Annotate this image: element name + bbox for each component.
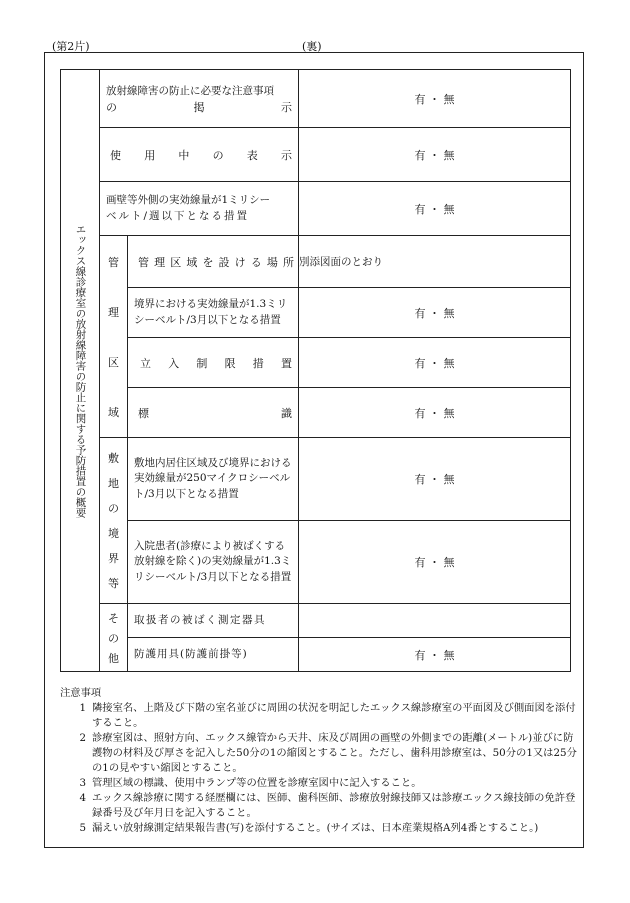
sign-label: 標 識 <box>128 388 299 438</box>
wall-value: 有 ・ 無 <box>299 182 571 236</box>
main-vertical-label: エックス線診療室の放射線障害の防止に関する予防措置の概要 <box>74 223 87 518</box>
notes-title: 注意事項 <box>60 687 102 699</box>
note-item: 2 診療室図は、照射方向、エックス線管から天井、床及び周囲の画壁の外側までの距離(メートル)並びに防護物の材料及び厚さを記入した50分の1の縮図とすること。ただし、歯科用診療室は、50分の1又は25分の1の見やすい縮図とすること。 <box>79 732 577 774</box>
precaution-table <box>60 69 571 672</box>
note-item: 4 エックス線診療に関する経歴欄には、医師、歯科医師、診療放射線技師又は診療エックス線技師の免許登録番号及び年月日を記入すること。 <box>79 792 576 819</box>
inpatient-value: 有 ・ 無 <box>299 521 571 604</box>
side-label: (裏) <box>302 40 322 53</box>
inpatient-label: 入院患者(診療により被ばくする放射線を除く)の実効線量が1.3ミリシーベルト/3月以下となる措置 <box>128 521 299 604</box>
dosimeter-label: 取扱者の被ばく測定器具 <box>128 604 299 638</box>
in-use-label: 使 用 中 の 表 示 <box>100 128 299 182</box>
wall-label: 画壁等外側の実効線量が1ミリシー ベルト/週以下となる措置 <box>100 182 299 236</box>
shikichi-group-label: 敷 地 の 境 界 等 <box>100 438 128 604</box>
dosimeter-value <box>299 604 571 638</box>
in-use-value: 有 ・ 無 <box>299 128 571 182</box>
note-item: 1 隣接室名、上階及び下階の室名並びに周囲の状況を明記したエックス線診療室の平面図及び側面図を添付すること。 <box>79 702 576 729</box>
notice-value: 有 ・ 無 <box>299 70 571 128</box>
note-item: 5 漏えい放射線測定結果報告書(写)を添付すること。(サイズは、日本産業規格A列4番とすること。) <box>79 822 539 834</box>
boundary-label: 境界における実効線量が1.3ミリシーベルト/3月以下となる措置 <box>128 288 299 338</box>
protective-label: 防護用具(防護前掛等) <box>128 638 299 672</box>
notes-section <box>60 686 580 836</box>
boundary-value: 有 ・ 無 <box>299 288 571 338</box>
notice-label: 放射線障害の防止に必要な注意事項 の 掲 示 <box>100 70 299 128</box>
access-value: 有 ・ 無 <box>299 338 571 388</box>
protective-value: 有 ・ 無 <box>299 638 571 672</box>
main-vertical-label-cell <box>61 70 100 672</box>
access-label: 立 入 制 限 措 置 <box>128 338 299 388</box>
place-label: 管 理 区 域 を 設 け る 場 所 <box>128 236 299 288</box>
residential-value: 有 ・ 無 <box>299 438 571 521</box>
residential-label: 敷地内居住区域及び境界における実効線量が250マイクロシーベルト/3月以下となる措置 <box>128 438 299 521</box>
note-item: 3 管理区域の標識、使用中ランプ等の位置を診療室図中に記入すること。 <box>79 777 422 789</box>
kanri-group-label: 管 理 区 域 <box>100 236 128 438</box>
other-group-label: そ の 他 <box>100 604 128 672</box>
place-value: 別添図面のとおり <box>299 236 571 288</box>
sheet-number: (第2片) <box>52 40 90 53</box>
sign-value: 有 ・ 無 <box>299 388 571 438</box>
